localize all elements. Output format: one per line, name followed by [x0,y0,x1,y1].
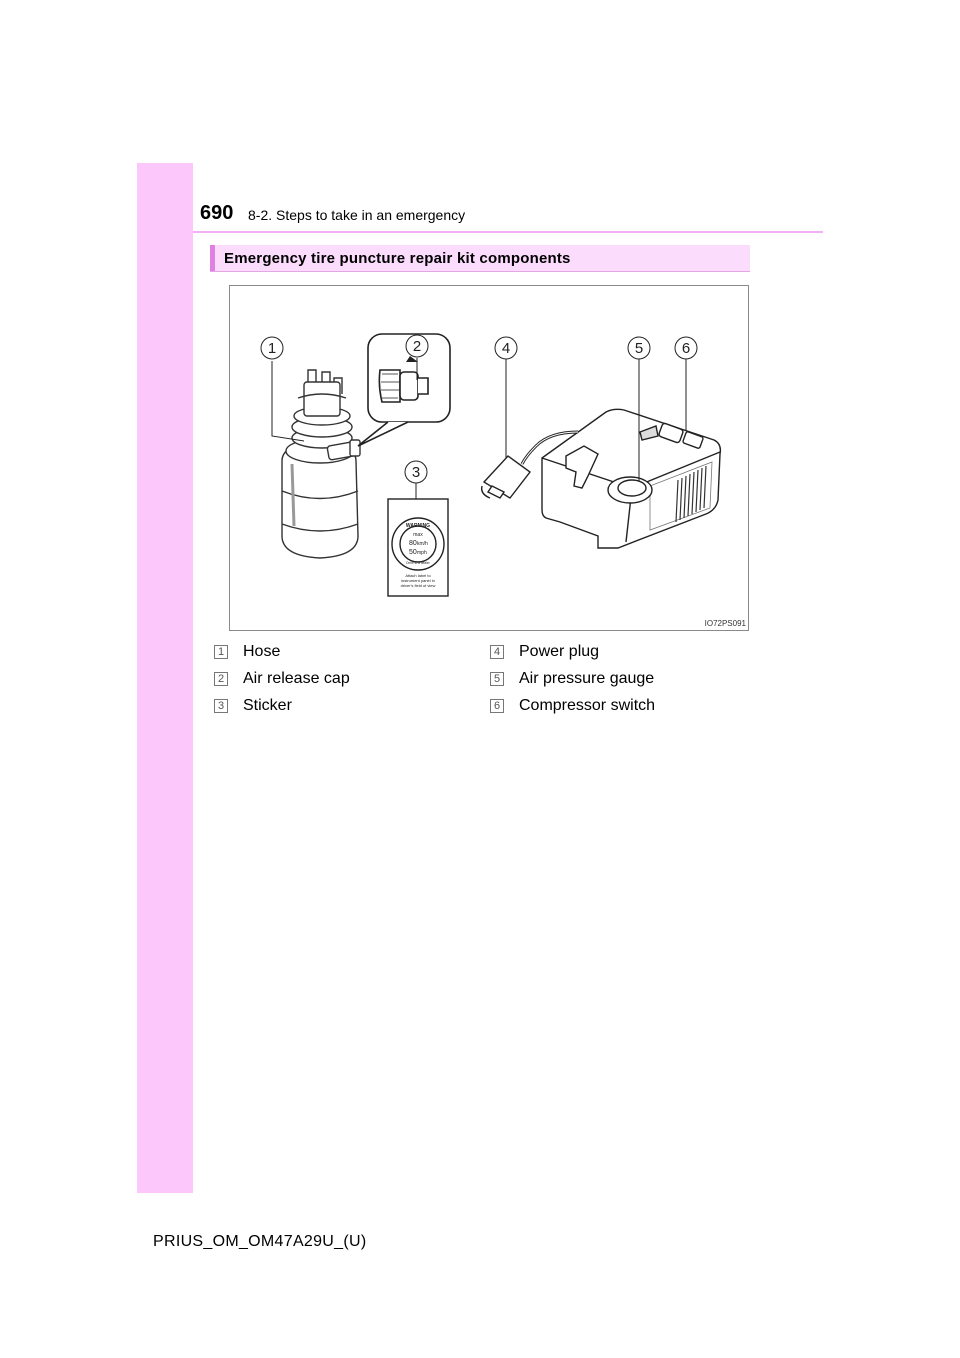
number-box-icon [214,672,228,686]
sticker-mph-unit: mph [417,550,427,556]
number-box-icon [214,645,228,659]
document-footer-code: PRIUS_OM_OM47A29U_(U) [153,1233,367,1250]
legend-number: 4 [493,646,501,658]
sticker-instruction-line: instrument panel in [401,578,435,583]
sticker-instruction-line: Attach label to [405,573,431,578]
heading-accent-bar [210,245,215,272]
header-rule [193,231,823,233]
legend-label: Air pressure gauge [519,670,655,687]
sticker-kmh-unit: km/h [417,541,428,547]
legend-number: 6 [493,700,501,712]
sticker-instruction-line: driver's field of view [400,583,436,588]
callout-label: 3 [411,464,421,481]
legend-label: Air release cap [243,670,350,687]
legend-number: 5 [493,673,501,685]
illustration-drawing [230,286,750,632]
sticker-max-text: max [413,532,423,538]
legend-label: Sticker [243,697,292,714]
number-box-icon [214,699,228,713]
number-box-icon [490,645,504,659]
sticker-mph-value: 50 [409,549,417,556]
legend-label: Power plug [519,643,600,660]
side-color-band [137,163,193,1193]
legend-number: 1 [217,646,225,658]
callout-label: 1 [267,340,277,357]
sticker-warning-text: WARNING [405,523,431,529]
figure-code: IO72PS091 [704,619,746,628]
legend-number: 2 [217,673,225,685]
callout-label: 4 [501,340,511,357]
heading-underline [210,271,750,272]
section-heading-band [210,245,750,272]
sealant-bottle [282,370,360,558]
callout-label: 5 [634,340,644,357]
legend-number: 3 [217,700,225,712]
air-release-cap-zoom [358,334,450,446]
repair-kit-illustration [229,285,749,631]
section-title: 8-2. Steps to take in an emergency [248,207,466,223]
page-number: 690 [200,202,234,224]
section-heading: Emergency tire puncture repair kit components [224,250,571,267]
legend-label: Compressor switch [519,697,656,714]
legend-label: Hose [243,643,281,660]
callout-label: 6 [681,340,691,357]
callout-label: 2 [412,338,422,355]
sticker-kmh-value: 80 [409,540,417,547]
sticker-drive-text: Drive to a dealer [406,561,430,565]
number-box-icon [490,699,504,713]
number-box-icon [490,672,504,686]
compressor [542,409,720,548]
